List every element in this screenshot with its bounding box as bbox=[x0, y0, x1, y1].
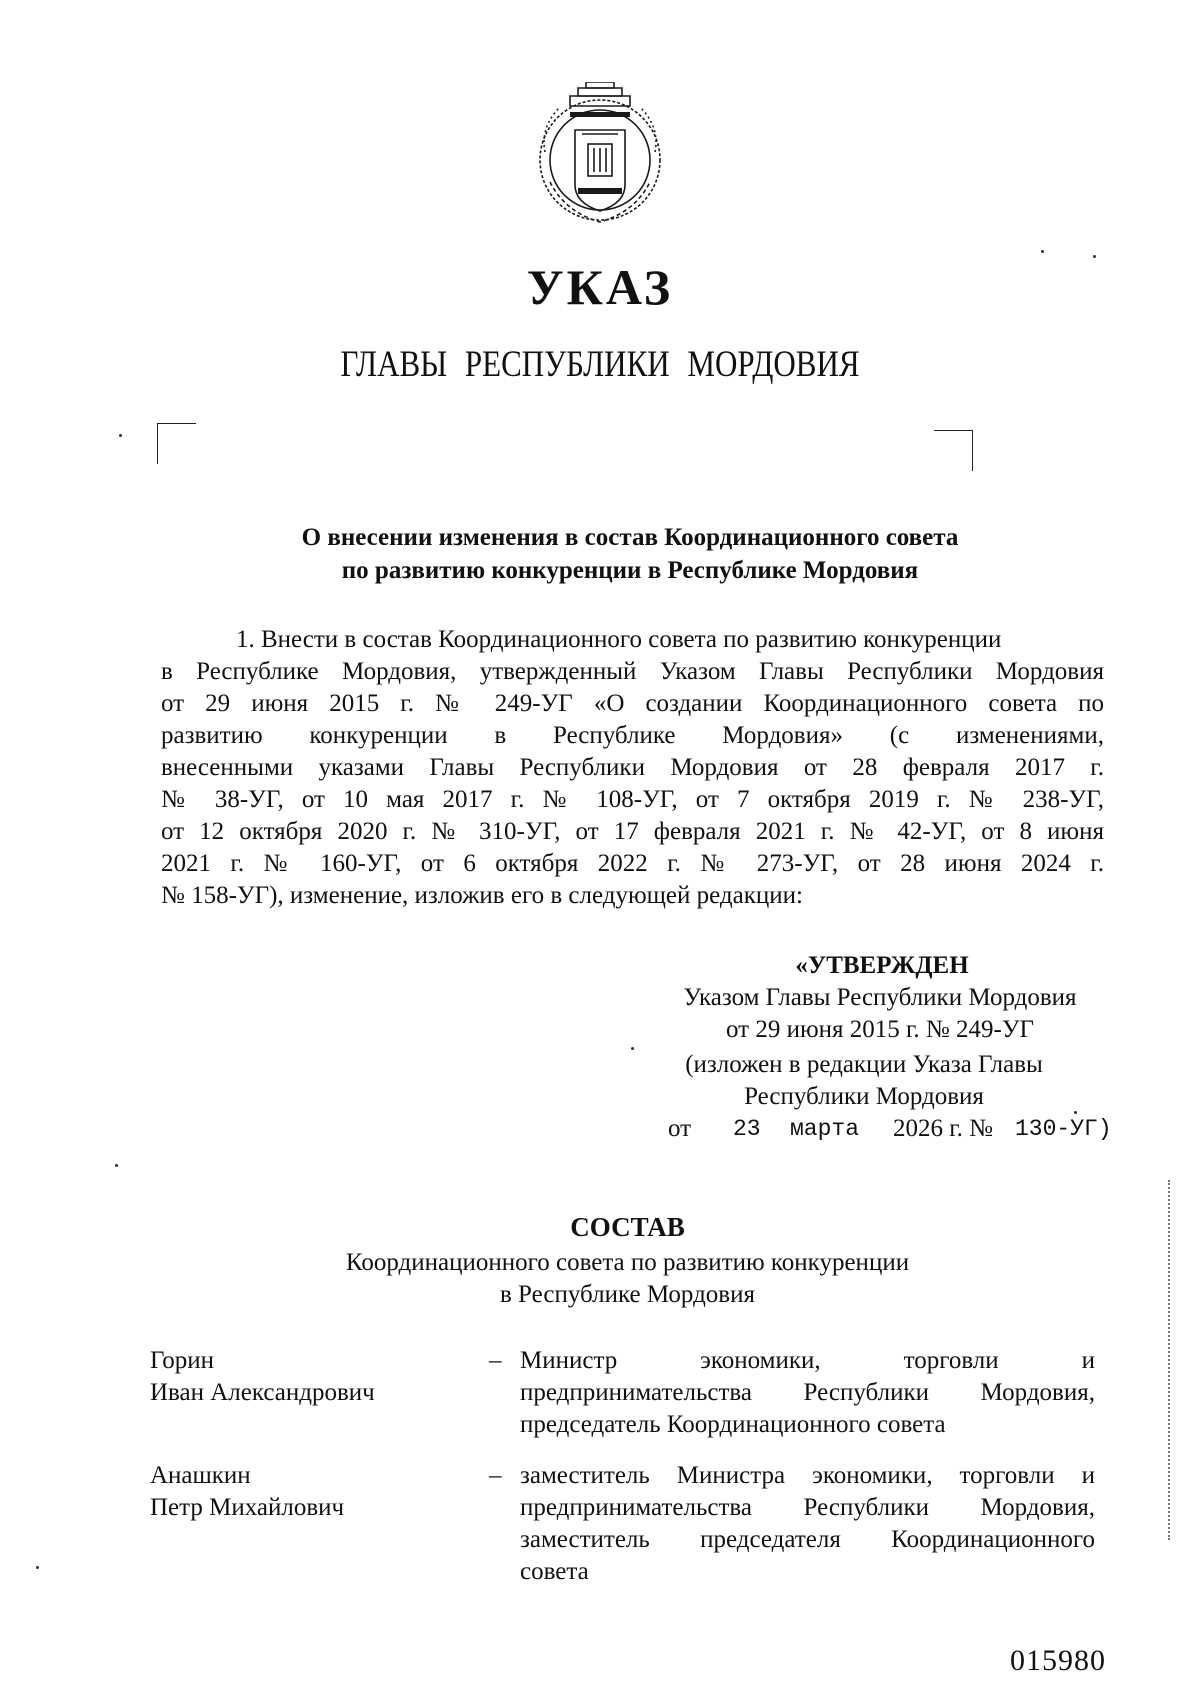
approval-date-year: 2026 г. № bbox=[893, 1115, 994, 1142]
scan-speck bbox=[119, 434, 122, 437]
member-role-line: председатель Координационного совета bbox=[520, 1411, 946, 1438]
member-role-line: заместитель Министра экономики, торговли и bbox=[520, 1462, 1095, 1489]
approval-line: (изложен в редакции Указа Главы bbox=[685, 1051, 1043, 1078]
composition-subtitle: Координационного совета по развитию конкуренции bbox=[345, 1249, 910, 1276]
scan-speck bbox=[1041, 250, 1044, 253]
scan-speck bbox=[115, 1164, 118, 1167]
approval-date-prefix: от bbox=[668, 1115, 692, 1142]
paragraph-line: от 29 июня 2015 г. № 249-УГ «О создании Координационного совета по bbox=[161, 690, 1104, 717]
member-role-line: заместитель председателя Координационного bbox=[520, 1526, 1095, 1553]
approval-title: «УТВЕРЖДЕН bbox=[795, 952, 969, 979]
coat-of-arms-emblem bbox=[530, 82, 670, 232]
approval-date-day: 23 bbox=[733, 1116, 761, 1142]
approval-decree-number: 130-УГ) bbox=[1015, 1116, 1112, 1142]
member-role-line: предпринимательства Республики Мордовия, bbox=[520, 1494, 1095, 1521]
decree-heading-line-2: по развитию конкуренции в Республике Мордовия bbox=[341, 557, 919, 584]
member-given-names: Петр Михайлович bbox=[150, 1494, 345, 1521]
scan-speck bbox=[1093, 255, 1096, 258]
paragraph-line: № 38-УГ, от 10 мая 2017 г. № 108-УГ, от 7 октября 2019 г. № 238-УГ, bbox=[161, 786, 1104, 813]
paragraph-line: 1. Внести в состав Координационного совета по развитию конкуренции bbox=[236, 626, 1002, 653]
document-issuer: ГЛАВЫ РЕСПУБЛИКИ МОРДОВИЯ bbox=[340, 343, 860, 385]
member-surname: Анашкин bbox=[150, 1462, 251, 1489]
approval-line: Указом Главы Республики Мордовия bbox=[683, 984, 1077, 1011]
member-surname: Горин bbox=[150, 1347, 215, 1374]
member-given-names: Иван Александрович bbox=[150, 1379, 375, 1406]
paragraph-line: 2021 г. № 160-УГ, от 6 октября 2022 г. № 273-УГ, от 28 июня 2024 г. bbox=[161, 850, 1104, 877]
paragraph-line: № 158-УГ), изменение, изложив его в следующей редакции: bbox=[161, 882, 803, 909]
paragraph-line: развитию конкуренции в Республике Мордовия» (с изменениями, bbox=[161, 722, 1104, 749]
corner-mark-left bbox=[157, 423, 196, 464]
paragraph-line: внесенными указами Главы Республики Мордовия от 28 февраля 2017 г. bbox=[161, 754, 1104, 781]
decree-heading-line-1: О внесении изменения в состав Координационного совета bbox=[301, 524, 959, 551]
approval-line: от 29 июня 2015 г. № 249-УГ bbox=[725, 1016, 1035, 1043]
corner-mark-right bbox=[934, 430, 973, 471]
paragraph-line: от 12 октября 2020 г. № 310-УГ, от 17 февраля 2021 г. № 42-УГ, от 8 июня bbox=[161, 818, 1104, 845]
member-role-line: предпринимательства Республики Мордовия, bbox=[520, 1379, 1095, 1406]
scan-edge-mark bbox=[1168, 1180, 1172, 1540]
member-role-line: совета bbox=[520, 1558, 589, 1585]
member-dash: – bbox=[489, 1462, 502, 1489]
scan-speck bbox=[631, 1047, 634, 1050]
scan-speck bbox=[36, 1566, 39, 1569]
composition-subtitle: в Республике Мордовия bbox=[500, 1281, 755, 1308]
member-dash: – bbox=[489, 1347, 502, 1374]
composition-title: СОСТАВ bbox=[570, 1212, 685, 1242]
member-role-line: Министр экономики, торговли и bbox=[520, 1347, 1095, 1374]
document-title: УКАЗ bbox=[526, 259, 674, 315]
document-serial-number: 015980 bbox=[1010, 1644, 1106, 1677]
approval-date-month: марта bbox=[790, 1116, 860, 1142]
scan-speck bbox=[1074, 1111, 1077, 1114]
approval-line: Республики Мордовия bbox=[744, 1083, 984, 1110]
paragraph-line: в Республике Мордовия, утвержденный Указом Главы Республики Мордовия bbox=[161, 658, 1104, 685]
coat-of-arms-icon bbox=[530, 82, 670, 232]
